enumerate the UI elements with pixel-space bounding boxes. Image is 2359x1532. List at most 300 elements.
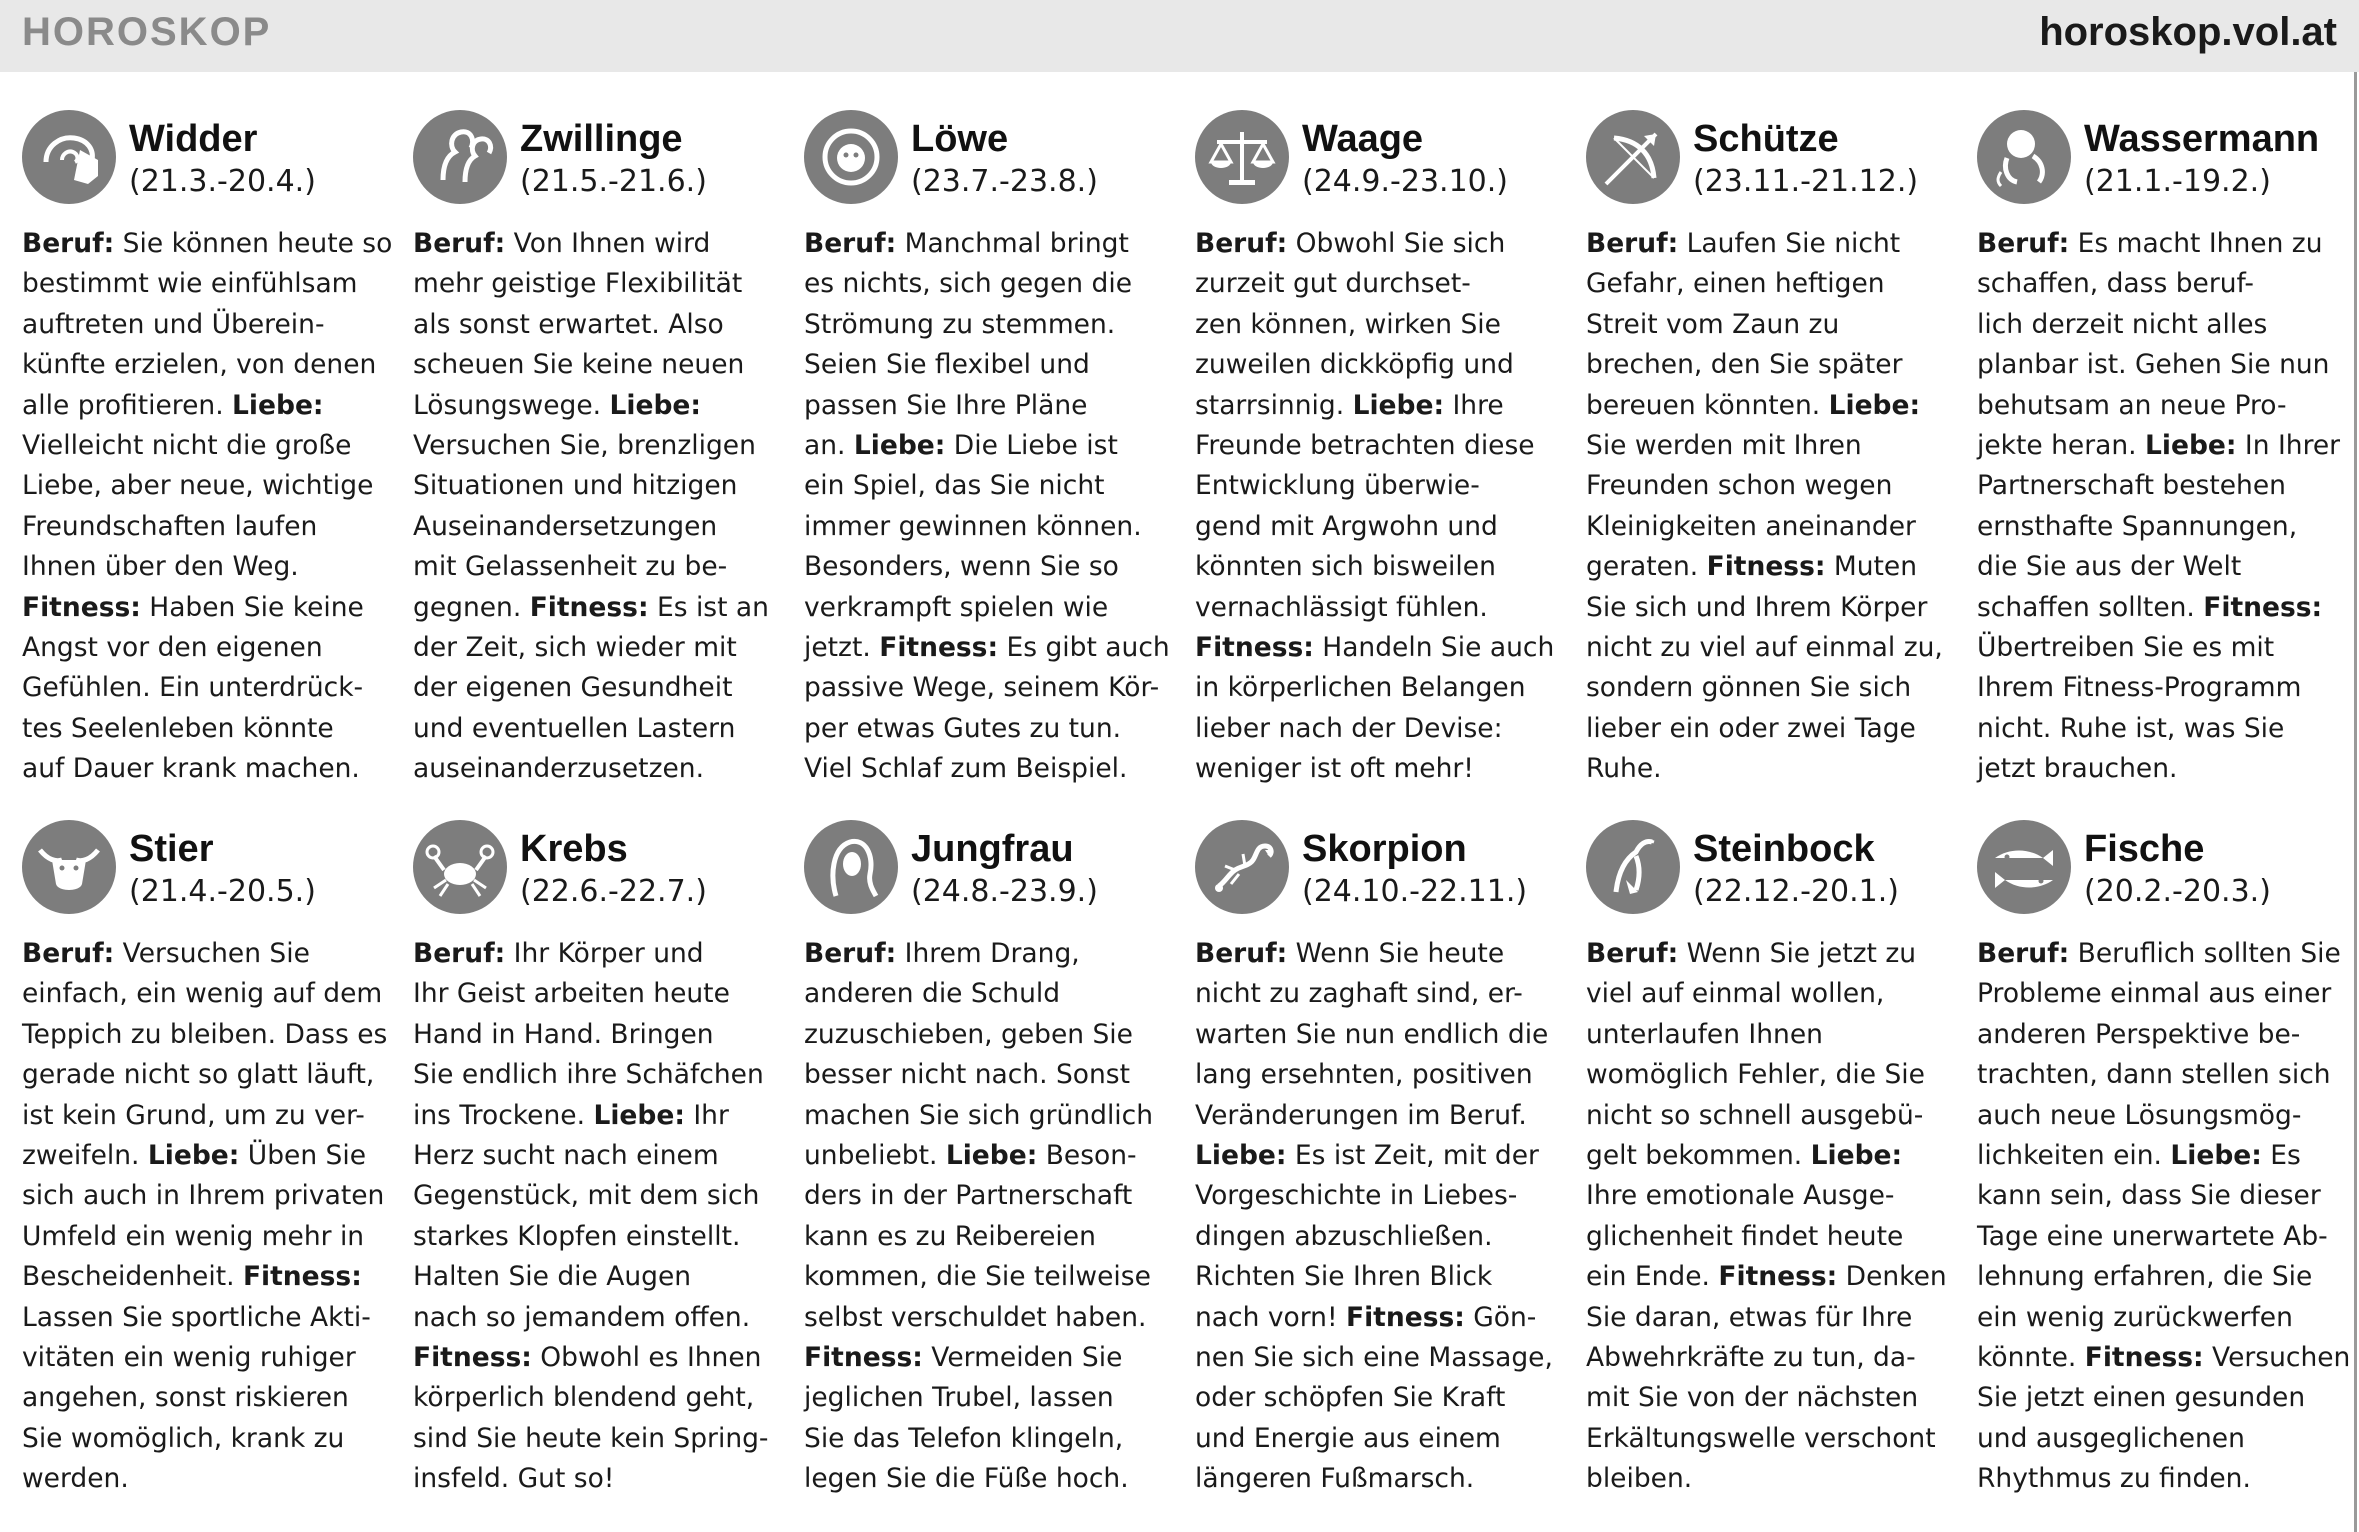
text-segment: Vermeiden Sie xyxy=(922,1342,1123,1374)
site-url: horoskop.vol.at xyxy=(2039,10,2337,54)
text-line xyxy=(1586,709,1960,749)
text-segment: Sie werden mit Ihren xyxy=(1586,430,1862,462)
horoscope-text xyxy=(804,934,1178,1500)
text-line xyxy=(413,974,787,1014)
text-segment: vernachlässigt fühlen. xyxy=(1195,591,1488,623)
text-line xyxy=(1977,305,2351,345)
section-label: Fitness: xyxy=(1195,632,1314,664)
section-label: Fitness: xyxy=(1706,551,1826,583)
section-label: Liebe: xyxy=(593,1099,685,1131)
text-segment: zweifeln. xyxy=(22,1140,148,1172)
text-line xyxy=(804,345,1178,385)
sign-header xyxy=(1586,818,1977,926)
text-segment: lieber nach der Devise: xyxy=(1195,712,1503,744)
text-segment: Teppich zu bleiben. Dass es xyxy=(22,1018,388,1050)
text-segment: lehnung erfahren, die Sie xyxy=(1977,1261,2313,1293)
text-line xyxy=(1586,305,1960,345)
text-segment: Sie endlich ihre Schäfchen xyxy=(413,1059,764,1091)
text-segment: nicht zu zaghaft sind, er- xyxy=(1195,978,1523,1010)
text-line xyxy=(1195,1096,1569,1136)
text-line xyxy=(1195,466,1569,506)
text-line xyxy=(413,1096,787,1136)
text-segment: Ihre emotionale Ausge- xyxy=(1586,1180,1895,1212)
text-line xyxy=(1586,1015,1960,1055)
sign-name: Stier xyxy=(129,828,214,870)
text-segment: scheuen Sie keine neuen xyxy=(413,349,745,381)
text-segment: Von Ihnen wird xyxy=(505,228,711,259)
text-line xyxy=(804,934,1178,974)
text-segment: als sonst erwartet. Also xyxy=(413,308,724,340)
text-segment: Die Liebe ist xyxy=(945,430,1118,462)
text-line xyxy=(413,1419,787,1459)
text-segment: Sie das Telefon klingeln, xyxy=(804,1422,1124,1454)
text-line xyxy=(1586,1096,1960,1136)
text-line xyxy=(1586,934,1960,974)
aquarius-water-bearer-icon xyxy=(1977,110,2071,204)
text-segment: passen Sie Ihre Pläne xyxy=(804,389,1088,421)
text-segment: verkrampft spielen wie xyxy=(804,591,1109,623)
text-segment: warten Sie nun endlich die xyxy=(1195,1018,1549,1050)
text-segment: jetzt. xyxy=(804,632,880,664)
section-label: Liebe: xyxy=(2170,1140,2262,1172)
text-segment: Manchmal bringt xyxy=(896,228,1129,259)
section-label: Beruf: xyxy=(804,938,897,969)
sign-löwe xyxy=(804,108,1195,818)
text-segment: lich derzeit nicht alles xyxy=(1977,308,2268,340)
text-line xyxy=(1195,668,1569,708)
text-segment: Ihre xyxy=(1444,389,1504,421)
text-line xyxy=(1195,1136,1569,1176)
text-line xyxy=(1977,1257,2351,1297)
text-segment: schaffen, dass beruf- xyxy=(1977,268,2254,300)
leo-lion-icon xyxy=(804,110,898,204)
text-line xyxy=(1977,1419,2351,1459)
text-line xyxy=(804,1257,1178,1297)
text-segment: auseinanderzusetzen. xyxy=(413,753,704,785)
text-line xyxy=(1977,1378,2351,1418)
text-segment: Üben Sie xyxy=(239,1140,367,1172)
sign-header xyxy=(1977,108,2359,216)
text-segment: es nichts, sich gegen die xyxy=(804,268,1133,300)
text-segment: Wenn Sie heute xyxy=(1287,938,1505,969)
text-line xyxy=(1195,974,1569,1014)
text-line xyxy=(1586,345,1960,385)
section-label: Liebe: xyxy=(1195,1140,1287,1172)
sign-name: Skorpion xyxy=(1302,828,1467,870)
sign-header xyxy=(22,818,413,926)
section-label: Liebe: xyxy=(945,1140,1038,1172)
sign-header xyxy=(804,108,1195,216)
text-segment: besser nicht nach. Sonst xyxy=(804,1059,1130,1091)
text-segment: lang ersehnten, positiven xyxy=(1195,1059,1533,1091)
text-line xyxy=(22,668,396,708)
text-segment: Sie jetzt einen gesunden xyxy=(1977,1382,2306,1414)
section-label: Liebe: xyxy=(232,389,324,421)
text-segment: Gegenstück, mit dem sich xyxy=(413,1180,760,1212)
text-line xyxy=(804,547,1178,587)
text-segment: Es ist Zeit, mit der xyxy=(1286,1140,1539,1172)
text-line xyxy=(1586,749,1960,789)
text-segment: sich auch in Ihrem privaten xyxy=(22,1180,385,1212)
text-segment: immer gewinnen können. xyxy=(804,510,1142,542)
text-line xyxy=(413,749,787,789)
text-line xyxy=(1586,628,1960,668)
text-segment: kommen, die Sie teilweise xyxy=(804,1261,1151,1293)
text-line xyxy=(413,1055,787,1095)
text-segment: Herz sucht nach einem xyxy=(413,1140,719,1172)
text-line xyxy=(1977,1338,2351,1378)
text-segment: Ihr xyxy=(684,1099,729,1131)
text-line xyxy=(1586,668,1960,708)
text-segment: längeren Fußmarsch. xyxy=(1195,1463,1475,1495)
page-header xyxy=(0,0,2359,72)
horoscope-text xyxy=(413,224,787,790)
text-line xyxy=(1195,305,1569,345)
text-segment: jekte heran. xyxy=(1977,430,2146,462)
gemini-twins-icon xyxy=(413,110,507,204)
horoscope-text xyxy=(804,224,1178,790)
text-segment: Hand in Hand. Bringen xyxy=(413,1018,714,1050)
text-line xyxy=(1195,1338,1569,1378)
text-line xyxy=(1195,1257,1569,1297)
text-line xyxy=(804,386,1178,426)
sign-header xyxy=(1977,818,2359,926)
section-label: Fitness: xyxy=(2084,1342,2204,1374)
text-segment: anderen Perspektive be- xyxy=(1977,1018,2301,1050)
text-segment: ein Ende. xyxy=(1586,1261,1719,1293)
text-segment: bleiben. xyxy=(1586,1463,1693,1495)
text-segment: Ruhe. xyxy=(1586,753,1662,785)
text-segment: Es gibt auch xyxy=(998,632,1170,664)
scorpio-scorpion-icon xyxy=(1195,820,1289,914)
sign-header xyxy=(22,108,413,216)
text-line xyxy=(804,1217,1178,1257)
text-segment: körperlich blendend geht, xyxy=(413,1382,755,1414)
text-line xyxy=(1586,1459,1960,1499)
text-line xyxy=(1977,345,2351,385)
text-line xyxy=(1977,934,2351,974)
text-line xyxy=(1586,264,1960,304)
text-line xyxy=(22,224,396,264)
text-line xyxy=(413,709,787,749)
text-line xyxy=(1195,1378,1569,1418)
text-line xyxy=(1977,466,2351,506)
text-line xyxy=(22,426,396,466)
text-segment: mit Sie von der nächsten xyxy=(1586,1382,1919,1414)
text-segment: Versuchen Sie xyxy=(114,938,310,969)
text-line xyxy=(1586,507,1960,547)
text-segment: Entwicklung überwie- xyxy=(1195,470,1480,502)
text-segment: könnten sich bisweilen xyxy=(1195,551,1496,583)
sign-stier xyxy=(22,818,413,1518)
text-line xyxy=(1195,224,1569,264)
text-line xyxy=(1195,507,1569,547)
text-line xyxy=(804,1015,1178,1055)
text-segment: Gön- xyxy=(1464,1301,1537,1333)
text-line xyxy=(413,386,787,426)
text-segment: per etwas Gutes zu tun. xyxy=(804,712,1122,744)
text-segment: künfte erzielen, von denen xyxy=(22,349,377,381)
section-label: Fitness: xyxy=(804,1342,923,1374)
text-line xyxy=(413,1176,787,1216)
text-segment: geraten. xyxy=(1586,551,1707,583)
text-segment: nach vorn! xyxy=(1195,1301,1346,1333)
text-segment: Richten Sie Ihren Blick xyxy=(1195,1261,1493,1293)
section-label: Beruf: xyxy=(22,228,115,259)
text-line xyxy=(22,709,396,749)
text-segment: Sie womöglich, krank zu xyxy=(22,1422,345,1454)
text-segment: Ihr Geist arbeiten heute xyxy=(413,978,730,1010)
text-line xyxy=(1977,709,2351,749)
text-line xyxy=(1586,1136,1960,1176)
text-line xyxy=(1977,264,2351,304)
section-label: Liebe: xyxy=(2145,430,2237,462)
text-segment: Muten xyxy=(1825,551,1918,583)
text-segment: ins Trockene. xyxy=(413,1099,594,1131)
sign-name: Waage xyxy=(1302,118,1424,160)
text-segment: bestimmt wie einfühlsam xyxy=(22,268,358,300)
text-segment: nicht zu viel auf einmal zu, xyxy=(1586,632,1943,664)
text-line xyxy=(413,1378,787,1418)
text-line xyxy=(22,1217,396,1257)
text-line xyxy=(1977,1136,2351,1176)
text-segment: der eigenen Gesundheit xyxy=(413,672,733,704)
sign-dates: (23.7.-23.8.) xyxy=(911,164,1098,199)
text-line xyxy=(804,749,1178,789)
text-segment: vitäten ein wenig ruhiger xyxy=(22,1342,356,1374)
sign-name: Jungfrau xyxy=(911,828,1074,870)
text-segment: Lassen Sie sportliche Akti- xyxy=(22,1301,371,1333)
text-line xyxy=(804,507,1178,547)
text-line xyxy=(804,426,1178,466)
text-line xyxy=(804,709,1178,749)
text-line xyxy=(1586,1378,1960,1418)
text-line xyxy=(22,264,396,304)
text-segment: Ihr Körper und xyxy=(505,938,704,969)
text-segment: legen Sie die Füße hoch. xyxy=(804,1463,1129,1495)
text-line xyxy=(22,1055,396,1095)
text-line xyxy=(804,224,1178,264)
text-segment: unbeliebt. xyxy=(804,1140,946,1172)
section-label: Beruf: xyxy=(1586,228,1679,259)
sign-dates: (21.3.-20.4.) xyxy=(129,164,316,199)
text-line xyxy=(22,1338,396,1378)
sign-dates: (23.11.-21.12.) xyxy=(1693,164,1919,199)
taurus-bull-icon xyxy=(22,820,116,914)
text-line xyxy=(22,1015,396,1055)
text-segment: Sie sich und Ihrem Körper xyxy=(1586,591,1928,623)
text-line xyxy=(1977,1055,2351,1095)
text-segment: Ihrem Fitness-Programm xyxy=(1977,672,2302,704)
sign-fische xyxy=(1977,818,2359,1518)
text-segment: lieber ein oder zwei Tage xyxy=(1586,712,1916,744)
text-line xyxy=(804,668,1178,708)
text-segment: auf Dauer krank machen. xyxy=(22,753,360,785)
text-segment: Laufen Sie nicht xyxy=(1678,228,1901,259)
text-segment: insfeld. Gut so! xyxy=(413,1463,615,1495)
text-segment: ernsthafte Spannungen, xyxy=(1977,510,2298,542)
text-line xyxy=(804,1298,1178,1338)
text-line xyxy=(22,1419,396,1459)
text-segment: in körperlichen Belangen xyxy=(1195,672,1526,704)
horoscope-text xyxy=(22,934,396,1500)
text-segment: gelt bekommen. xyxy=(1586,1140,1811,1172)
section-title: HOROSKOP xyxy=(22,10,272,54)
text-segment: ein wenig zurückwerfen xyxy=(1977,1301,2293,1333)
text-line xyxy=(804,1176,1178,1216)
text-segment: starrsinnig. xyxy=(1195,389,1353,421)
text-line xyxy=(413,588,787,628)
text-segment: Streit vom Zaun zu xyxy=(1586,308,1840,340)
text-segment: und ausgeglichenen xyxy=(1977,1422,2245,1454)
text-line xyxy=(1977,224,2351,264)
text-line xyxy=(1195,588,1569,628)
text-line xyxy=(1195,345,1569,385)
text-segment: selbst verschuldet haben. xyxy=(804,1301,1147,1333)
text-line xyxy=(1195,1419,1569,1459)
text-segment: Ihrem Drang, xyxy=(896,938,1080,969)
text-line xyxy=(804,305,1178,345)
text-line xyxy=(413,345,787,385)
text-line xyxy=(1977,1217,2351,1257)
text-line xyxy=(1586,466,1960,506)
text-segment: Erkältungswelle verschont xyxy=(1586,1422,1936,1454)
text-line xyxy=(1977,668,2351,708)
text-segment: Versuchen xyxy=(2203,1342,2351,1374)
sagittarius-bow-icon xyxy=(1586,110,1680,204)
text-line xyxy=(804,1338,1178,1378)
sign-name: Löwe xyxy=(911,118,1009,160)
text-line xyxy=(1195,1176,1569,1216)
text-segment: auftreten und Überein- xyxy=(22,308,325,340)
text-segment: und eventuellen Lastern xyxy=(413,712,736,744)
sign-name: Widder xyxy=(129,118,258,160)
text-line xyxy=(413,1459,787,1499)
text-segment: nen Sie sich eine Massage, xyxy=(1195,1342,1553,1374)
sign-header xyxy=(804,818,1195,926)
text-line xyxy=(22,507,396,547)
text-line xyxy=(22,1136,396,1176)
sign-waage xyxy=(1195,108,1586,818)
text-segment: Freundschaften laufen xyxy=(22,510,318,542)
sign-krebs xyxy=(413,818,804,1518)
text-segment: starkes Klopfen einstellt. xyxy=(413,1220,741,1252)
text-line xyxy=(413,668,787,708)
text-segment: unterlaufen Ihnen xyxy=(1586,1018,1823,1050)
text-segment: gend mit Argwohn und xyxy=(1195,510,1498,542)
pisces-fish-icon xyxy=(1977,820,2071,914)
horoscope-text xyxy=(1977,934,2351,1500)
text-segment: Es macht Ihnen zu xyxy=(2069,228,2323,259)
text-line xyxy=(413,1136,787,1176)
text-segment: Auseinandersetzungen xyxy=(413,510,718,542)
text-line xyxy=(22,1378,396,1418)
sign-dates: (22.6.-22.7.) xyxy=(520,874,707,909)
text-segment: und Energie aus einem xyxy=(1195,1422,1501,1454)
text-segment: Sie daran, etwas für Ihre xyxy=(1586,1301,1913,1333)
text-segment: Sie können heute so xyxy=(114,228,393,259)
horoscope-grid xyxy=(22,108,2351,1518)
virgo-maiden-icon xyxy=(804,820,898,914)
text-segment: Rhythmus zu finden. xyxy=(1977,1463,2251,1495)
text-segment: werden. xyxy=(22,1463,129,1495)
text-segment: Situationen und hitzigen xyxy=(413,470,738,502)
sign-header xyxy=(1586,108,1977,216)
text-line xyxy=(22,345,396,385)
text-segment: Liebe, aber neue, wichtige xyxy=(22,470,374,502)
text-line xyxy=(22,628,396,668)
sign-dates: (21.1.-19.2.) xyxy=(2084,164,2271,199)
text-line xyxy=(22,1176,396,1216)
text-line xyxy=(22,386,396,426)
text-line xyxy=(1977,386,2351,426)
text-line xyxy=(804,1419,1178,1459)
horoscope-text xyxy=(1195,934,1569,1500)
section-label: Fitness: xyxy=(879,632,999,664)
section-label: Beruf: xyxy=(1977,228,2070,259)
text-line xyxy=(413,466,787,506)
sign-dates: (21.4.-20.5.) xyxy=(129,874,316,909)
text-line xyxy=(22,1298,396,1338)
text-segment: angehen, sonst riskieren xyxy=(22,1382,349,1414)
text-line xyxy=(413,1298,787,1338)
sign-header xyxy=(1195,108,1586,216)
sign-jungfrau xyxy=(804,818,1195,1518)
section-label: Beruf: xyxy=(804,228,897,259)
text-segment: trachten, dann stellen sich xyxy=(1977,1059,2331,1091)
section-label: Beruf: xyxy=(1586,938,1679,969)
text-segment: ders in der Partnerschaft xyxy=(804,1180,1133,1212)
text-line xyxy=(804,588,1178,628)
text-segment: alle profitieren. xyxy=(22,389,233,421)
text-line xyxy=(1195,386,1569,426)
text-segment: Bescheidenheit. xyxy=(22,1261,243,1293)
text-line xyxy=(1195,709,1569,749)
text-segment: gerade nicht so glatt läuft, xyxy=(22,1059,375,1091)
cancer-crab-icon xyxy=(413,820,507,914)
section-label: Liebe: xyxy=(609,389,701,421)
text-segment: zuzuschieben, geben Sie xyxy=(804,1018,1133,1050)
text-segment: lichkeiten ein. xyxy=(1977,1140,2171,1172)
text-line xyxy=(22,588,396,628)
section-label: Beruf: xyxy=(413,228,506,259)
text-segment: Gefühlen. Ein unterdrück- xyxy=(22,672,364,704)
text-segment: einfach, ein wenig auf dem xyxy=(22,978,383,1010)
section-label: Liebe: xyxy=(1828,389,1921,421)
text-line xyxy=(1977,1176,2351,1216)
text-segment: Obwohl Sie sich xyxy=(1287,228,1506,259)
section-label: Fitness: xyxy=(22,591,141,623)
text-segment: Probleme einmal aus einer xyxy=(1977,978,2332,1010)
libra-scales-icon xyxy=(1195,110,1289,204)
text-line xyxy=(804,974,1178,1014)
section-label: Fitness: xyxy=(529,591,649,623)
text-segment: Kleinigkeiten aneinander xyxy=(1586,510,1916,542)
text-line xyxy=(1586,1257,1960,1297)
text-segment: Wenn Sie jetzt zu xyxy=(1678,938,1917,969)
text-segment: Vielleicht nicht die große xyxy=(22,430,352,462)
horoscope-text xyxy=(1977,224,2351,790)
text-segment: Es ist an xyxy=(648,591,769,623)
text-line xyxy=(22,466,396,506)
text-line xyxy=(1586,1055,1960,1095)
text-segment: Strömung zu stemmen. xyxy=(804,308,1116,340)
section-label: Liebe: xyxy=(1352,389,1445,421)
text-line xyxy=(413,1015,787,1055)
text-segment: kann es zu Reibereien xyxy=(804,1220,1096,1252)
text-segment: passive Wege, seinem Kör- xyxy=(804,672,1160,704)
text-segment: sind Sie heute kein Spring- xyxy=(413,1422,769,1454)
